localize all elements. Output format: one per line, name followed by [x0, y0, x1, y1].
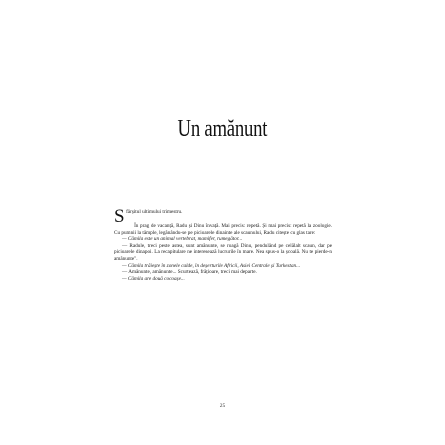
chapter-title: Un amănunt	[177, 116, 268, 142]
dialog-line: — Amănunte, amănunte... Scurtează, frățioare, treci mai departe.	[122, 269, 257, 276]
page-number: 25	[219, 403, 226, 409]
body-text	[114, 206, 332, 282]
dialog-line: — Radule, treci peste astea, sunt amănunte, se roagă Dinu, pendulând pe celălalt scaun, dar pe picioarele dinapoi. La recapitulare ne interesează lucrurile în mare. Nea spus-o la școală. Nu te pierde-n amănunte".	[114, 242, 332, 262]
drop-cap: S	[114, 206, 125, 227]
dialog-line: — Cămila are două cocoașe...	[122, 275, 185, 282]
paragraph: În prag de vacanță, Radu și Dinu învață. Mai precis: repetă. Și mai precis: repetă la zoologie. Cu pumnii la tâmple, legănându-se pe picioarele dinainte ale scaunului, Radu citește cu glas tare:	[114, 223, 332, 236]
opening-paragraph	[114, 206, 332, 227]
dialog-line: — Cămila trăiește în zonele calde, în deșerturile Africii, Asiei Centrale și Turkestan...	[122, 262, 301, 269]
dialog-line: — Cămila este un animal vertebrat, mamifer, rumegător...	[122, 236, 243, 243]
opening-line: fârșitul ultimului trimestru.	[126, 209, 183, 215]
